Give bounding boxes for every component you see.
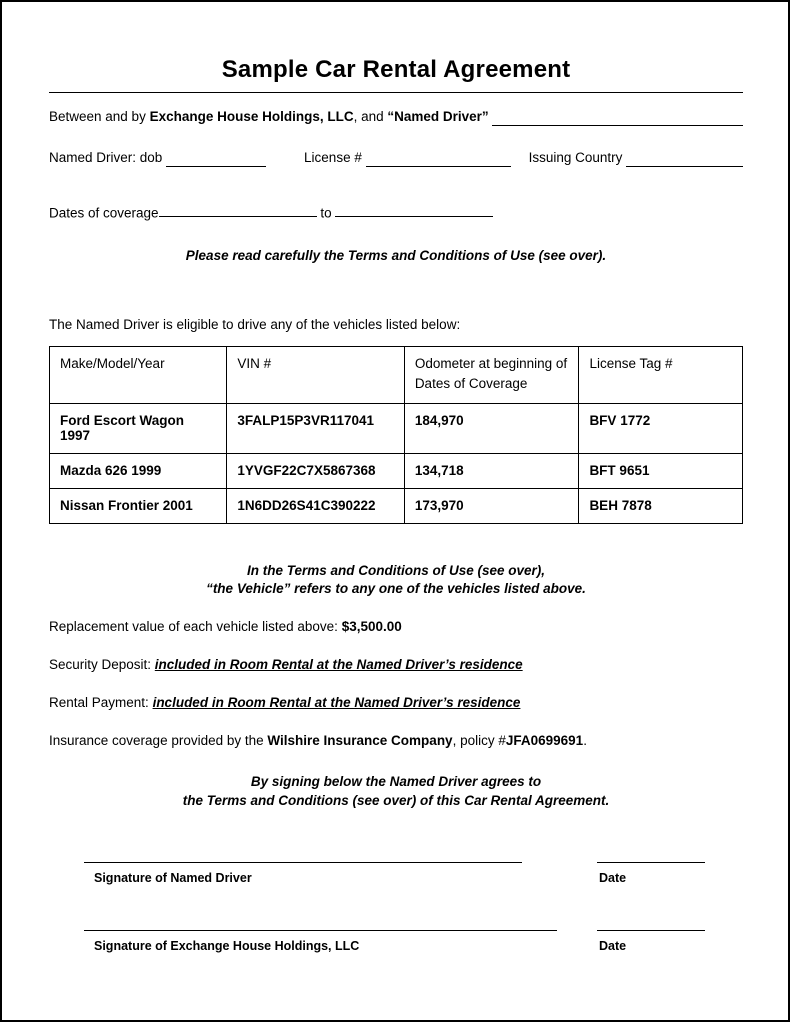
header-odometer: Odometer at beginning of Dates of Coverage (404, 346, 579, 403)
rental-payment-value: included in Room Rental at the Named Driver’s residence (152, 695, 521, 711)
coverage-to-blank (335, 203, 493, 218)
coverage-label: Dates of coverage (49, 205, 159, 221)
signature-line-company (84, 929, 557, 931)
signing-note (49, 772, 743, 811)
terms-notice: Please read carefully the Terms and Conditions of Use (see over). (185, 248, 607, 264)
title-rule (49, 92, 743, 93)
signature-block-named-driver (84, 861, 705, 885)
dob-blank (166, 152, 266, 167)
insurance-suffix: . (583, 732, 587, 748)
terms-note-line1: In the Terms and Conditions of Use (see over), (246, 562, 546, 578)
table-cell-vin: 1YVGF22C7X5867368 (227, 453, 404, 488)
table-cell-odometer: 173,970 (404, 488, 579, 523)
dob-label: Named Driver: dob (49, 149, 167, 165)
security-deposit-line (49, 657, 743, 674)
table-cell-odometer: 134,718 (404, 453, 579, 488)
rental-payment-line (49, 695, 743, 712)
license-label: License # (304, 149, 366, 165)
parties-connector: , and (353, 109, 388, 124)
header-license-tag: License Tag # (579, 346, 743, 403)
insurance-company: Wilshire Insurance Company (267, 732, 453, 748)
table-cell-vin: 1N6DD26S41C390222 (227, 488, 404, 523)
eligibility-text: The Named Driver is eligible to drive any of the vehicles listed below: (49, 317, 461, 332)
vehicles-table (49, 346, 743, 524)
terms-note-line2: “the Vehicle” refers to any one of the vehicles listed above. (206, 581, 586, 597)
coverage-line (49, 203, 743, 222)
driver-info-line (49, 150, 743, 167)
table-cell-odometer: 184,970 (404, 403, 579, 453)
security-deposit-value: included in Room Rental at the Named Driver’s residence (154, 657, 523, 673)
signature-line-named-driver (84, 861, 522, 863)
date-line-company (597, 929, 705, 931)
document-title: Sample Car Rental Agreement (221, 56, 571, 83)
table-cell-tag: BFV 1772 (579, 403, 743, 453)
coverage-from-blank (159, 203, 317, 218)
terms-reference-note (49, 562, 743, 598)
parties-line (49, 109, 743, 126)
issuing-country-blank (626, 152, 743, 167)
signing-note-line2: the Terms and Conditions (see over) of this Car Rental Agreement. (182, 793, 610, 809)
table-cell-make: Ford Escort Wagon 1997 (50, 403, 227, 453)
table-row (50, 488, 743, 523)
signature-label-named-driver: Signature of Named Driver (94, 870, 252, 885)
coverage-to: to (316, 205, 336, 221)
replacement-value-line (49, 619, 743, 636)
header-vin: VIN # (227, 346, 404, 403)
table-cell-tag: BEH 7878 (579, 488, 743, 523)
signing-note-line1: By signing below the Named Driver agrees to (250, 773, 542, 789)
insurance-middle: , policy # (452, 732, 506, 748)
table-cell-make: Mazda 626 1999 (50, 453, 227, 488)
signature-label-company: Signature of Exchange House Holdings, LLC (94, 938, 360, 953)
issuing-country-label: Issuing Country (528, 149, 627, 165)
table-cell-vin: 3FALP15P3VR117041 (227, 403, 404, 453)
rental-payment-label: Rental Payment: (49, 695, 153, 711)
named-driver-label: “Named Driver” (387, 109, 493, 124)
table-row (50, 453, 743, 488)
named-driver-blank (492, 111, 743, 126)
company-name: Exchange House Holdings, LLC (149, 109, 354, 124)
security-deposit-label: Security Deposit: (49, 657, 155, 673)
license-blank (366, 152, 511, 167)
insurance-line (49, 733, 743, 750)
policy-number: JFA0699691 (505, 732, 584, 748)
table-cell-make: Nissan Frontier 2001 (50, 488, 227, 523)
table-cell-tag: BFT 9651 (579, 453, 743, 488)
date-line-named-driver (597, 861, 705, 863)
insurance-prefix: Insurance coverage provided by the (49, 732, 268, 748)
date-label-company: Date (599, 938, 627, 953)
date-label-named-driver: Date (599, 870, 627, 885)
table-header-row (50, 346, 743, 403)
signature-block-company (84, 929, 705, 953)
parties-prefix: Between and by (49, 109, 150, 124)
header-make-model-year: Make/Model/Year (50, 346, 227, 403)
replacement-value: $3,500.00 (341, 619, 402, 635)
replacement-label: Replacement value of each vehicle listed above: (49, 619, 342, 635)
table-row (50, 403, 743, 453)
